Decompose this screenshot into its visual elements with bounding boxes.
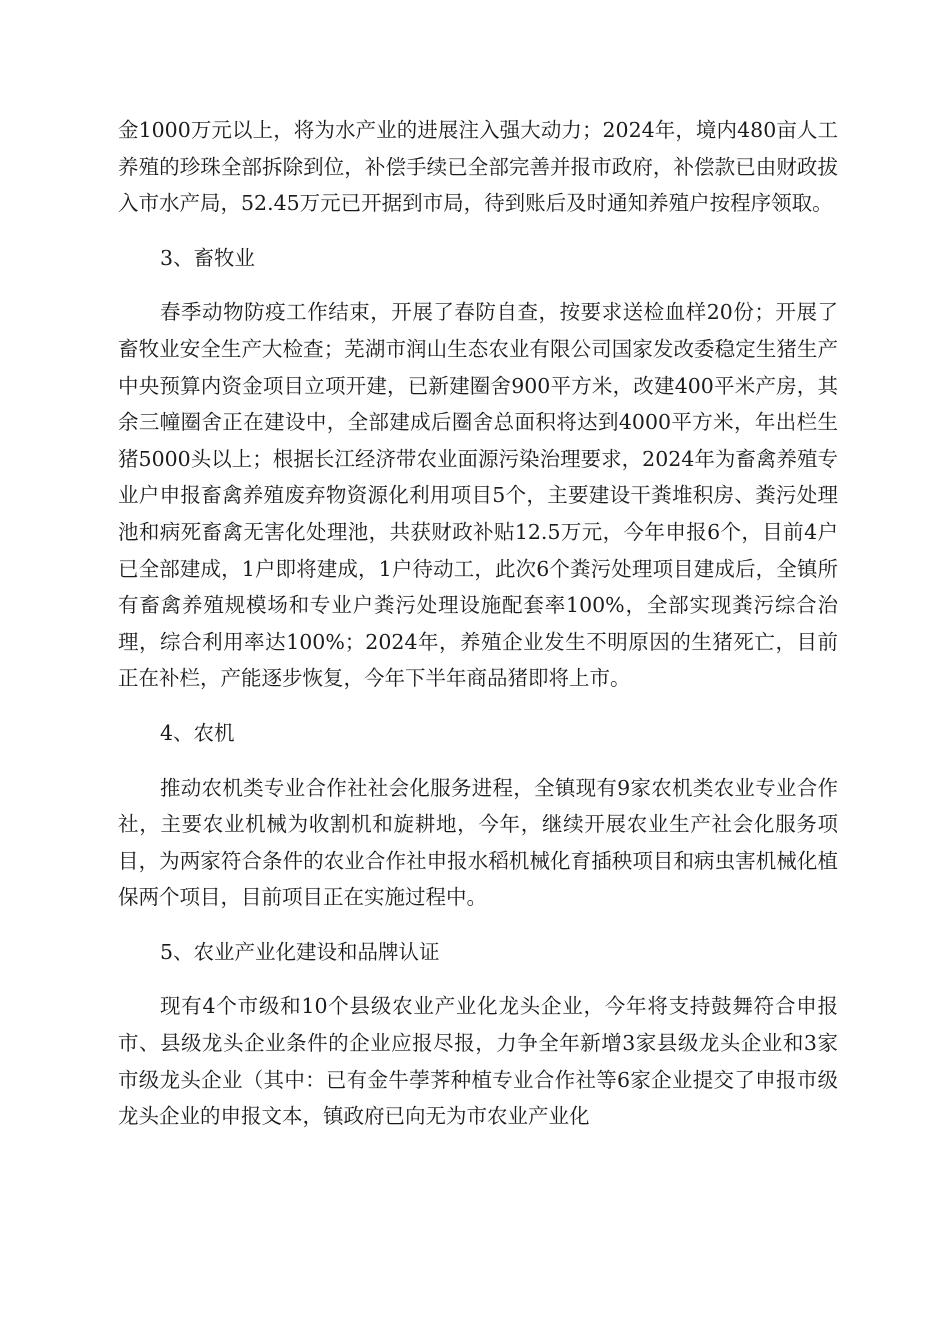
section-heading-animal-husbandry: 3、畜牧业 xyxy=(160,245,256,270)
paragraph-industrialization-branding: 现有4个市级和10个县级农业产业化龙头企业，今年将支持鼓舞符合申报市、县级龙头企业条件的企业应报尽报，力争全年新增3家县级龙头企业和3家市级龙头企业（其中：已有金牛荸荠种植专业合作社等6家企业提交了申报市级龙头企业的申报文本，镇政府已向无为市农业产业化 xyxy=(118,994,838,1129)
document-page xyxy=(118,112,838,1135)
section-heading-agri-machinery: 4、农机 xyxy=(160,720,235,745)
paragraph-agri-machinery: 推动农机类专业合作社社会化服务进程，全镇现有9家农机类农业专业合作社，主要农业机械为收割机和旋耕地，今年，继续开展农业生产社会化服务项目，为两家符合条件的农业合作社申报水稻机械化育插秧项目和病虫害机械化植保两个项目，目前项目正在实施过程中。 xyxy=(118,775,838,910)
paragraph-animal-husbandry: 春季动物防疫工作结束，开展了春防自查，按要求送检血样20份；开展了畜牧业安全生产大检查；芜湖市润山生态农业有限公司国家发改委稳定生猪生产中央预算内资金项目立项开建，已新建圈舍900平方米，改建400平米产房，其余三幢圈舍正在建设中，全部建成后圈舍总面积将达到4000平方米，年出栏生猪5000头以上；根据长江经济带农业面源污染治理要求，2024年为畜禽养殖专业户申报畜禽养殖废弃物资源化利用项目5个，主要建设干粪堆积房、粪污处理池和病死畜禽无害化处理池，共获财政补贴12.5万元，今年申报6个，目前4户已全部建成，1户即将建成，1户待动工，此次6个粪污处理项目建成后，全镇所有畜禽养殖规模场和专业户粪污处理设施配套率100%，全部实现粪污综合治理，综合利用率达100%；2024年，养殖企业发生不明原因的生猪死亡，目前正在补栏，产能逐步恢复，今年下半年商品猪即将上市。 xyxy=(118,300,838,691)
section-heading-industrialization-branding: 5、农业产业化建设和品牌认证 xyxy=(160,939,440,964)
paragraph-continuation: 金1000万元以上，将为水产业的进展注入强大动力；2024年，境内480亩人工养殖的珍珠全部拆除到位，补偿手续已全部完善并报市政府，补偿款已由财政拔入市水产局，52.45万元已开据到市局，待到账后及时通知养殖户按程序领取。 xyxy=(118,118,838,216)
